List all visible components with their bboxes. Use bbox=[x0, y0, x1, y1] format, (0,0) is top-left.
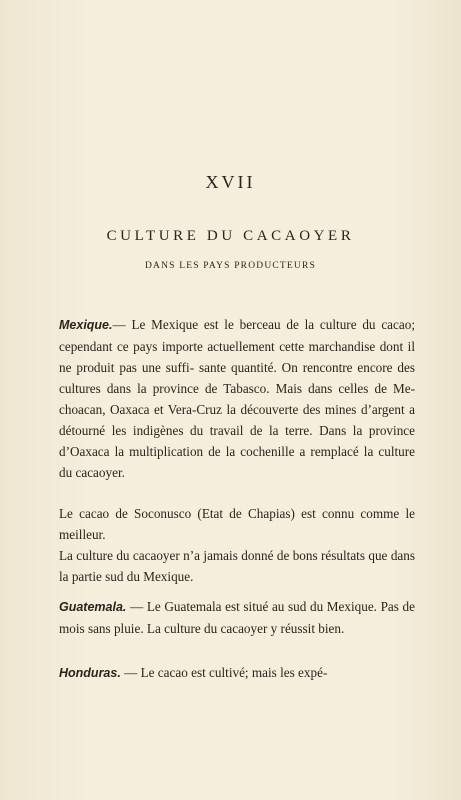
paragraph-text-honduras: — Le cacao est cultivé; mais les expé- bbox=[120, 665, 328, 680]
paragraph-guatemala bbox=[59, 596, 415, 639]
paragraph-mexique bbox=[59, 314, 415, 483]
paragraph-honduras bbox=[59, 662, 415, 684]
paragraph-heading-guatemala: Guatemala. bbox=[59, 600, 127, 614]
chapter-number: XVII bbox=[205, 172, 256, 192]
paragraph-text-guatemala: — Le Guatemala est situé au sud du Mexique. Pas de mois sans pluie. La culture du cacaoyer y réussit bien. bbox=[59, 599, 415, 636]
paragraph-text-culture: La culture du cacaoyer n’a jamais donné de bons résultats que dans la partie sud du Mexique. bbox=[59, 548, 415, 584]
paragraph-heading-mexique: Mexique. bbox=[59, 318, 113, 332]
paragraph-soconusco bbox=[59, 503, 415, 545]
chapter-title: CULTURE DU CACAOYER bbox=[106, 228, 355, 244]
paragraph-text-soconusco: Le cacao de Soconusco (Etat de Chapias) est connu comme le meilleur. bbox=[59, 506, 415, 542]
paragraph-text-mexique: — Le Mexique est le berceau de la culture du cacao; cependant ce pays importe actuellement cette marchandise dont il ne produit pas une suffi- sante quantité. On rencontre encore des cultures dans la province de Tabasco. Mais dans celles de Me- choacan, Oaxaca et Vera-Cruz la découverte des mines d’argent a détourné les indigènes du travail de la terre. Dans la province d’Oaxaca la multiplication de la cochenille a remplacé la culture du cacaoyer. bbox=[59, 317, 415, 480]
paragraph-culture bbox=[59, 545, 415, 587]
paragraph-heading-honduras: Honduras. bbox=[59, 666, 121, 680]
chapter-subtitle: DANS LES PAYS PRODUCTEURS bbox=[144, 261, 317, 271]
